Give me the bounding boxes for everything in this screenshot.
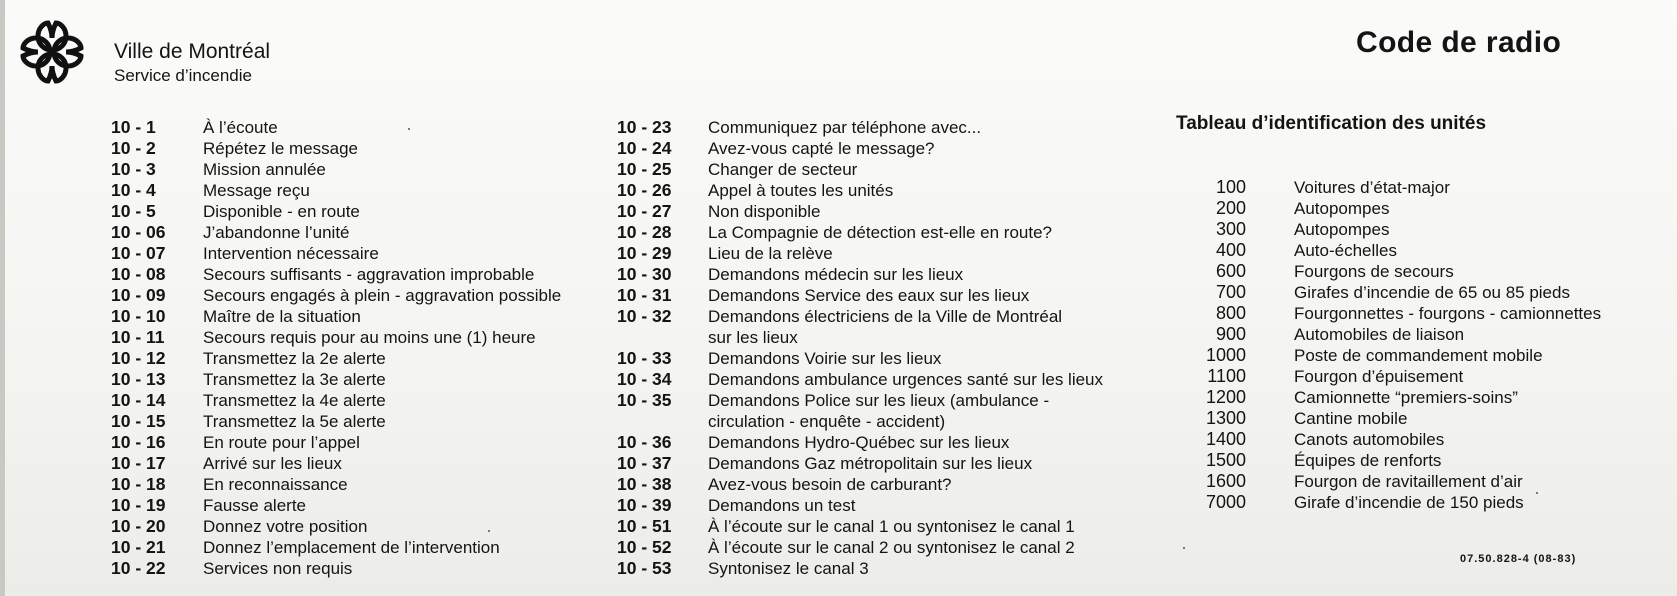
code-meaning: Demandons Gaz métropolitain sur les lieux bbox=[708, 454, 1033, 473]
code-number: 10 - 2 bbox=[111, 138, 156, 158]
code-row bbox=[617, 306, 1103, 348]
code-row bbox=[111, 432, 561, 453]
code-meaning: Poste de commandement mobile bbox=[1294, 346, 1543, 365]
code-meaning: Avez-vous capté le message? bbox=[708, 139, 935, 158]
code-meaning: Fourgons de secours bbox=[1294, 262, 1454, 281]
code-number: 10 - 09 bbox=[111, 285, 166, 305]
code-meaning: Équipes de renforts bbox=[1294, 451, 1442, 470]
code-meaning: Lieu de la relève bbox=[708, 244, 833, 263]
code-meaning: Maître de la situation bbox=[203, 307, 361, 326]
code-meaning: Demandons un test bbox=[708, 496, 856, 515]
code-meaning: Cantine mobile bbox=[1294, 409, 1408, 428]
code-row bbox=[111, 285, 561, 306]
code-row bbox=[111, 369, 561, 390]
code-number: 300 bbox=[1215, 219, 1246, 239]
code-row bbox=[111, 495, 561, 516]
code-row bbox=[617, 432, 1103, 453]
unit-row bbox=[1176, 429, 1601, 450]
code-row bbox=[617, 453, 1103, 474]
code-number: 10 - 11 bbox=[111, 327, 165, 347]
code-number: 10 - 26 bbox=[617, 180, 672, 200]
code-number: 10 - 12 bbox=[111, 348, 166, 368]
code-row bbox=[111, 390, 561, 411]
code-meaning: En reconnaissance bbox=[203, 475, 348, 494]
unit-row bbox=[1176, 471, 1601, 492]
code-number: 10 - 3 bbox=[111, 159, 156, 179]
code-number: 10 - 31 bbox=[617, 285, 672, 305]
code-row bbox=[617, 558, 1103, 579]
code-row bbox=[617, 369, 1103, 390]
code-meaning: Transmettez la 4e alerte bbox=[203, 391, 386, 410]
code-number: 10 - 51 bbox=[617, 516, 672, 536]
code-meaning: Autopompes bbox=[1294, 220, 1390, 239]
code-meaning: Mission annulée bbox=[203, 160, 326, 179]
code-meaning: Autopompes bbox=[1294, 199, 1390, 218]
paper-speck bbox=[1183, 547, 1185, 549]
org-service: Service d’incendie bbox=[114, 66, 252, 85]
org-name: Ville de Montréal bbox=[114, 40, 271, 63]
code-row bbox=[617, 222, 1103, 243]
unit-row bbox=[1176, 450, 1601, 471]
code-meaning: Donnez l’emplacement de l’intervention bbox=[203, 538, 500, 557]
code-number: 10 - 34 bbox=[617, 369, 672, 389]
code-number: 10 - 10 bbox=[111, 306, 166, 326]
code-number: 10 - 28 bbox=[617, 222, 672, 242]
code-meaning: Auto-échelles bbox=[1294, 241, 1398, 260]
code-meaning: À l’écoute sur le canal 1 ou syntonisez le canal 1 bbox=[708, 517, 1075, 536]
code-meaning: Donnez votre position bbox=[203, 517, 368, 536]
code-number: 100 bbox=[1215, 177, 1246, 197]
code-row bbox=[111, 222, 561, 243]
code-meaning: Secours engagés à plein - aggravation possible bbox=[203, 286, 562, 305]
code-meaning: Arrivé sur les lieux bbox=[203, 454, 342, 473]
code-meaning: Communiquez par téléphone avec... bbox=[708, 118, 982, 137]
code-number: 10 - 24 bbox=[617, 138, 672, 158]
document-title: Code de radio bbox=[1356, 26, 1562, 59]
code-number: 200 bbox=[1215, 198, 1246, 218]
code-number: 1000 bbox=[1205, 345, 1246, 365]
code-meaning: Répétez le message bbox=[203, 139, 358, 158]
code-number: 400 bbox=[1215, 240, 1246, 260]
code-meaning: Transmettez la 5e alerte bbox=[203, 412, 386, 431]
code-number: 10 - 18 bbox=[111, 474, 166, 494]
code-meaning: Syntonisez le canal 3 bbox=[708, 559, 869, 578]
code-number: 10 - 20 bbox=[111, 516, 166, 536]
code-number: 10 - 22 bbox=[111, 558, 166, 578]
code-row bbox=[617, 495, 1103, 516]
code-meaning: En route pour l’appel bbox=[203, 433, 360, 452]
code-number: 600 bbox=[1215, 261, 1246, 281]
code-number: 1400 bbox=[1205, 429, 1246, 449]
code-meaning: J’abandonne l’unité bbox=[203, 223, 350, 242]
code-number: 10 - 19 bbox=[111, 495, 166, 515]
code-meaning: Automobiles de liaison bbox=[1294, 325, 1465, 344]
code-number: 10 - 06 bbox=[111, 222, 166, 242]
unit-row bbox=[1176, 408, 1601, 429]
code-number: 10 - 5 bbox=[111, 201, 156, 221]
code-meaning: Transmettez la 2e alerte bbox=[203, 349, 386, 368]
unit-row bbox=[1176, 387, 1601, 408]
code-meaning: Avez-vous besoin de carburant? bbox=[708, 475, 952, 494]
code-number: 10 - 53 bbox=[617, 558, 672, 578]
code-row bbox=[617, 243, 1103, 264]
code-meaning: Disponible - en route bbox=[203, 202, 360, 221]
code-row bbox=[111, 243, 561, 264]
code-meaning: Demandons Police sur les lieux (ambulance - circulation - enquête - accident) bbox=[708, 391, 1050, 431]
code-number: 10 - 29 bbox=[617, 243, 672, 263]
code-number: 10 - 21 bbox=[111, 537, 166, 557]
code-number: 10 - 35 bbox=[617, 390, 672, 410]
code-number: 10 - 36 bbox=[617, 432, 672, 452]
code-number: 10 - 39 bbox=[617, 495, 672, 515]
code-row bbox=[617, 201, 1103, 222]
code-meaning: Transmettez la 3e alerte bbox=[203, 370, 386, 389]
code-row bbox=[617, 537, 1103, 558]
units-heading: Tableau d’identification des unités bbox=[1176, 113, 1487, 134]
montreal-flower-logo-icon bbox=[14, 14, 90, 90]
code-meaning: Fourgonnettes - fourgons - camionnettes bbox=[1294, 304, 1602, 323]
code-number: 10 - 17 bbox=[111, 453, 166, 473]
unit-row bbox=[1176, 261, 1601, 282]
card-edge bbox=[0, 0, 5, 596]
code-meaning: Demandons médecin sur les lieux bbox=[708, 265, 964, 284]
unit-row bbox=[1176, 324, 1601, 345]
code-number: 10 - 07 bbox=[111, 243, 166, 263]
unit-row bbox=[1176, 219, 1601, 240]
code-row bbox=[617, 180, 1103, 201]
code-row bbox=[111, 411, 561, 432]
code-number: 10 - 33 bbox=[617, 348, 672, 368]
code-meaning: Message reçu bbox=[203, 181, 310, 200]
code-row bbox=[111, 558, 561, 579]
code-row bbox=[617, 138, 1103, 159]
code-number: 800 bbox=[1215, 303, 1246, 323]
codes-column-left bbox=[111, 117, 561, 579]
code-meaning: Demandons électriciens de la Ville de Montréal sur les lieux bbox=[708, 307, 1063, 347]
code-row bbox=[617, 117, 1103, 138]
code-number: 900 bbox=[1215, 324, 1246, 344]
paper-speck bbox=[488, 530, 490, 532]
code-row bbox=[111, 159, 561, 180]
code-row bbox=[111, 201, 561, 222]
code-row bbox=[111, 306, 561, 327]
code-number: 1600 bbox=[1205, 471, 1246, 491]
code-meaning: Demandons Voirie sur les lieux bbox=[708, 349, 942, 368]
code-number: 10 - 37 bbox=[617, 453, 672, 473]
code-row bbox=[111, 453, 561, 474]
code-number: 10 - 08 bbox=[111, 264, 166, 284]
code-meaning: Girafes d’incendie de 65 ou 85 pieds bbox=[1294, 283, 1570, 302]
code-meaning: Voitures d’état-major bbox=[1294, 178, 1450, 197]
code-number: 1200 bbox=[1205, 387, 1246, 407]
code-meaning: La Compagnie de détection est-elle en route? bbox=[708, 223, 1053, 242]
code-meaning: Fourgon d’épuisement bbox=[1294, 367, 1464, 386]
code-number: 10 - 4 bbox=[111, 180, 156, 200]
code-number: 1100 bbox=[1207, 366, 1246, 386]
code-meaning: Demandons ambulance urgences santé sur les lieux bbox=[708, 370, 1104, 389]
code-meaning: Services non requis bbox=[203, 559, 353, 578]
code-number: 10 - 27 bbox=[617, 201, 672, 221]
code-number: 10 - 52 bbox=[617, 537, 672, 557]
paper-speck bbox=[408, 128, 410, 130]
codes-column-middle bbox=[617, 117, 1103, 579]
code-row bbox=[111, 327, 561, 348]
code-row bbox=[617, 159, 1103, 180]
code-number: 10 - 13 bbox=[111, 369, 166, 389]
code-number: 10 - 1 bbox=[111, 117, 156, 137]
code-number: 10 - 32 bbox=[617, 306, 672, 326]
unit-row bbox=[1176, 198, 1601, 219]
unit-row bbox=[1176, 345, 1601, 366]
code-row bbox=[617, 390, 1103, 432]
code-meaning: Canots automobiles bbox=[1294, 430, 1445, 449]
code-number: 10 - 23 bbox=[617, 117, 672, 137]
paper-speck bbox=[1536, 492, 1538, 494]
code-number: 1300 bbox=[1205, 408, 1246, 428]
code-meaning: Fourgon de ravitaillement d’air bbox=[1294, 472, 1523, 491]
code-meaning: À l’écoute sur le canal 2 ou syntonisez le canal 2 bbox=[708, 538, 1075, 557]
code-meaning: Intervention nécessaire bbox=[203, 244, 379, 263]
code-meaning: Fausse alerte bbox=[203, 496, 306, 515]
code-meaning: Secours suffisants - aggravation improbable bbox=[203, 265, 535, 284]
code-row bbox=[617, 264, 1103, 285]
code-number: 10 - 25 bbox=[617, 159, 672, 179]
unit-row bbox=[1176, 177, 1601, 198]
unit-row bbox=[1176, 492, 1601, 513]
code-number: 10 - 15 bbox=[111, 411, 166, 431]
code-number: 700 bbox=[1215, 282, 1246, 302]
code-meaning: Demandons Hydro-Québec sur les lieux bbox=[708, 433, 1010, 452]
code-number: 10 - 16 bbox=[111, 432, 166, 452]
code-meaning: Appel à toutes les unités bbox=[708, 181, 894, 200]
code-meaning: À l’écoute bbox=[203, 118, 278, 137]
code-row bbox=[111, 516, 561, 537]
code-row bbox=[617, 285, 1103, 306]
code-row bbox=[111, 474, 561, 495]
code-row bbox=[111, 264, 561, 285]
code-meaning: Secours requis pour au moins une (1) heure bbox=[203, 328, 536, 347]
code-meaning: Demandons Service des eaux sur les lieux bbox=[708, 286, 1030, 305]
units-table bbox=[1176, 177, 1601, 513]
code-number: 10 - 38 bbox=[617, 474, 672, 494]
unit-row bbox=[1176, 282, 1601, 303]
code-row bbox=[111, 138, 561, 159]
code-meaning: Girafe d’incendie de 150 pieds bbox=[1294, 493, 1524, 512]
code-row bbox=[111, 348, 561, 369]
code-number: 1500 bbox=[1205, 450, 1246, 470]
code-number: 10 - 14 bbox=[111, 390, 166, 410]
code-row bbox=[111, 180, 561, 201]
code-number: 7000 bbox=[1205, 492, 1246, 512]
code-row bbox=[111, 537, 561, 558]
code-meaning: Camionnette “premiers-soins” bbox=[1294, 388, 1518, 407]
code-row bbox=[617, 516, 1103, 537]
unit-row bbox=[1176, 366, 1601, 387]
unit-row bbox=[1176, 240, 1601, 261]
code-row bbox=[617, 474, 1103, 495]
unit-row bbox=[1176, 303, 1601, 324]
code-number: 10 - 30 bbox=[617, 264, 672, 284]
code-row bbox=[617, 348, 1103, 369]
code-meaning: Changer de secteur bbox=[708, 160, 858, 179]
code-row bbox=[111, 117, 561, 138]
form-reference-number: 07.50.828-4 (08-83) bbox=[1460, 553, 1577, 565]
code-meaning: Non disponible bbox=[708, 202, 821, 221]
